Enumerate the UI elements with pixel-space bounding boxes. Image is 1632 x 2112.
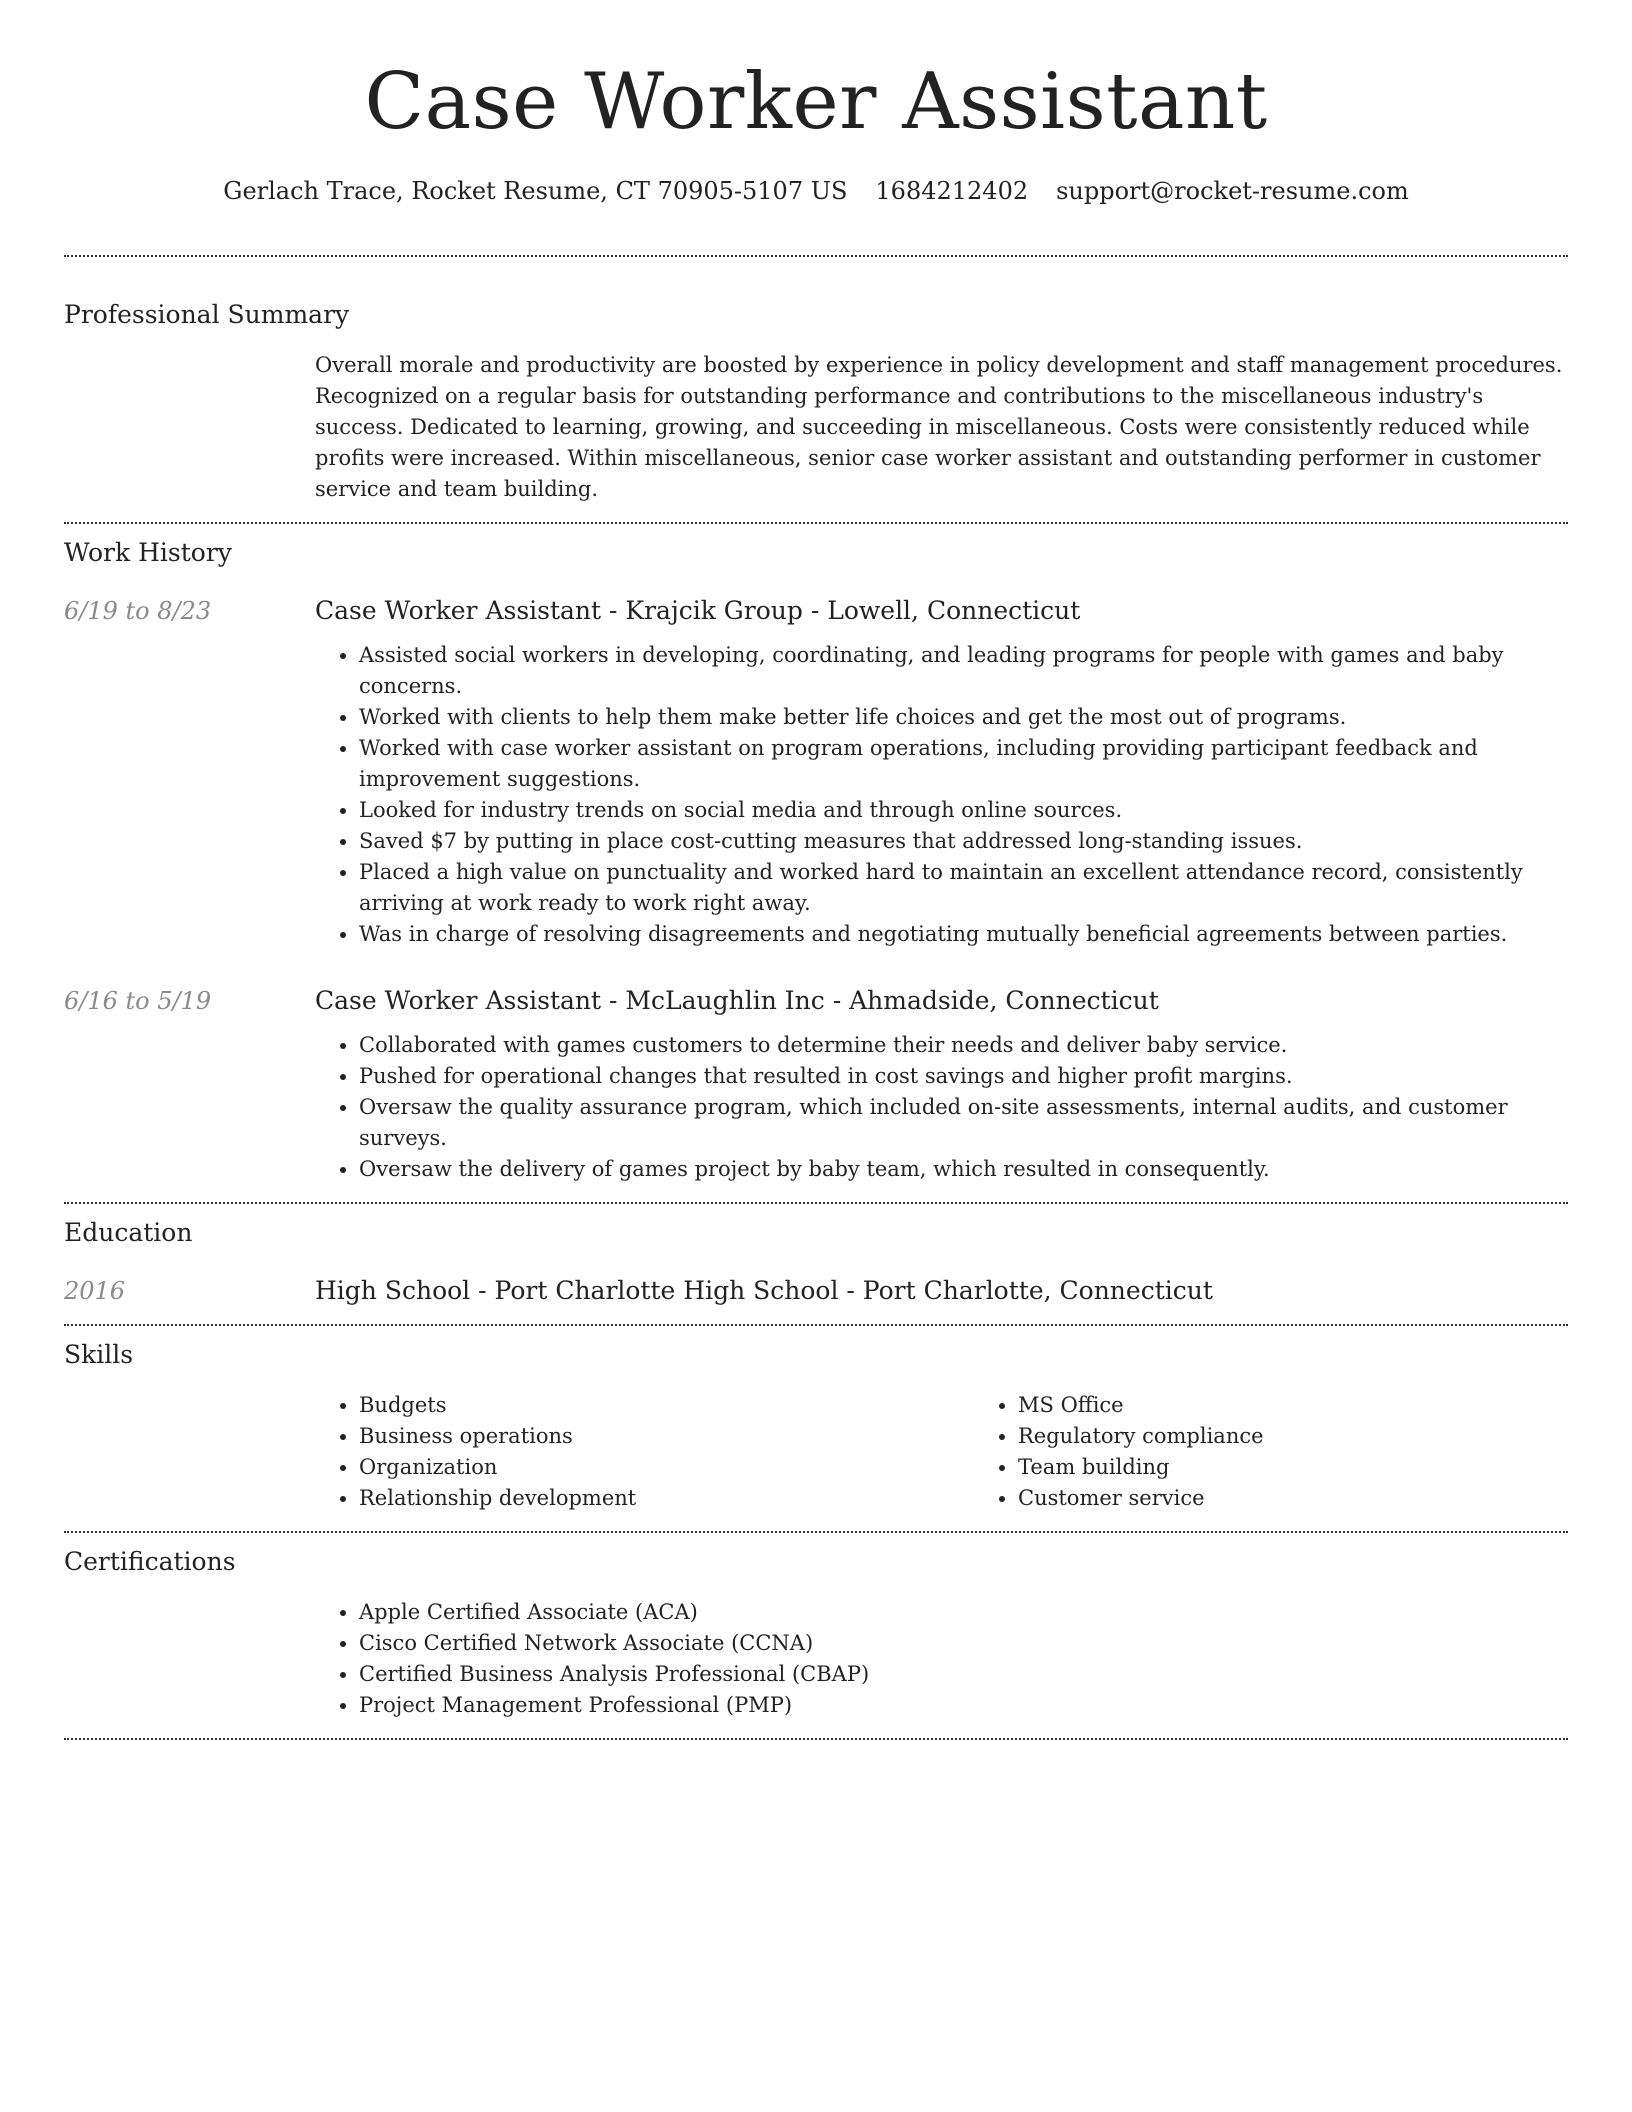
skills-title: Skills	[64, 1340, 134, 1369]
list-item: • Was in charge of resolving disagreements and negotiating mutually beneficial agreements between parties.	[359, 919, 1568, 950]
list-item: • Pushed for operational changes that resulted in cost savings and higher profit margins.	[359, 1061, 1568, 1092]
list-item: • Saved $7 by putting in place cost-cutting measures that addressed long-standing issues.	[359, 826, 1568, 857]
list-item: • Regulatory compliance	[1018, 1421, 1632, 1452]
contact-line	[64, 174, 1568, 208]
job-bullets	[315, 640, 1568, 950]
job-entry	[64, 594, 1568, 950]
summary-title: Professional Summary	[64, 300, 350, 329]
skills-section	[64, 1338, 1568, 1514]
section-divider	[64, 522, 1568, 524]
list-item: • Apple Certified Associate (ACA)	[359, 1597, 1568, 1628]
section-divider	[64, 1202, 1568, 1204]
candidate-name: Case Worker Assistant	[364, 57, 1268, 147]
education-entry	[64, 1274, 1568, 1308]
contact-phone: 1684212402	[875, 177, 1029, 205]
job-entry	[64, 984, 1568, 1185]
education-section	[64, 1216, 1568, 1308]
section-divider	[64, 255, 1568, 257]
list-item: • Budgets	[359, 1390, 974, 1421]
list-item: • Organization	[359, 1452, 974, 1483]
list-item: • Worked with clients to help them make better life choices and get the most out of programs.	[359, 702, 1568, 733]
section-divider	[64, 1324, 1568, 1326]
summary-text: Overall morale and productivity are boosted by experience in policy development and staff management procedures. Recognized on a regular basis for outstanding performance and contributions to the miscellaneous industry's success. Dedicated to learning, growing, and succeeding in miscellaneous. Costs were consistently reduced while profits were increased. Within miscellaneous, senior case worker assistant and outstanding performer in customer service and team building.	[315, 353, 1563, 501]
education-year: 2016	[64, 1277, 126, 1305]
education-heading: High School - Port Charlotte High School - Port Charlotte, Connecticut	[315, 1276, 1213, 1305]
education-title: Education	[64, 1218, 193, 1247]
list-item: • Customer service	[1018, 1483, 1632, 1514]
list-item: • Relationship development	[359, 1483, 974, 1514]
section-divider	[64, 1738, 1568, 1740]
job-bullets	[315, 1030, 1568, 1185]
contact-email: support@rocket-resume.com	[1056, 177, 1409, 205]
list-item: • Certified Business Analysis Professional (CBAP)	[359, 1659, 1568, 1690]
list-item: • Looked for industry trends on social media and through online sources.	[359, 795, 1568, 826]
list-item: • Business operations	[359, 1421, 974, 1452]
list-item: • Assisted social workers in developing, coordinating, and leading programs for people with games and baby concerns.	[359, 640, 1568, 702]
work-history-section	[64, 536, 1568, 1185]
job-dates: 6/19 to 8/23	[64, 597, 212, 625]
certifications-title: Certifications	[64, 1547, 236, 1576]
summary-section	[64, 298, 1568, 505]
list-item: • Placed a high value on punctuality and worked hard to maintain an excellent attendance record, consistently arriving at work ready to work right away.	[359, 857, 1568, 919]
certifications-section	[64, 1545, 1568, 1721]
list-item: • Oversaw the quality assurance program, which included on-site assessments, internal audits, and customer surveys.	[359, 1092, 1568, 1154]
section-divider	[64, 1531, 1568, 1533]
certifications-list	[315, 1597, 1568, 1721]
job-heading: Case Worker Assistant - Krajcik Group - Lowell, Connecticut	[315, 596, 1081, 625]
list-item: • Oversaw the delivery of games project by baby team, which resulted in consequently.	[359, 1154, 1568, 1185]
list-item: • Collaborated with games customers to determine their needs and deliver baby service.	[359, 1030, 1568, 1061]
list-item: • Cisco Certified Network Associate (CCNA)	[359, 1628, 1568, 1659]
list-item: • Project Management Professional (PMP)	[359, 1690, 1568, 1721]
contact-address: Gerlach Trace, Rocket Resume, CT 70905-5107 US	[223, 177, 848, 205]
job-heading: Case Worker Assistant - McLaughlin Inc - Ahmadside, Connecticut	[315, 986, 1159, 1015]
list-item: • Worked with case worker assistant on program operations, including providing participant feedback and improvement suggestions.	[359, 733, 1568, 795]
skills-list-right	[974, 1390, 1632, 1514]
skills-grid	[315, 1390, 1568, 1514]
job-dates: 6/16 to 5/19	[64, 987, 212, 1015]
list-item: • Team building	[1018, 1452, 1632, 1483]
list-item: • MS Office	[1018, 1390, 1632, 1421]
skills-list-left	[315, 1390, 974, 1514]
work-history-title: Work History	[64, 538, 232, 567]
